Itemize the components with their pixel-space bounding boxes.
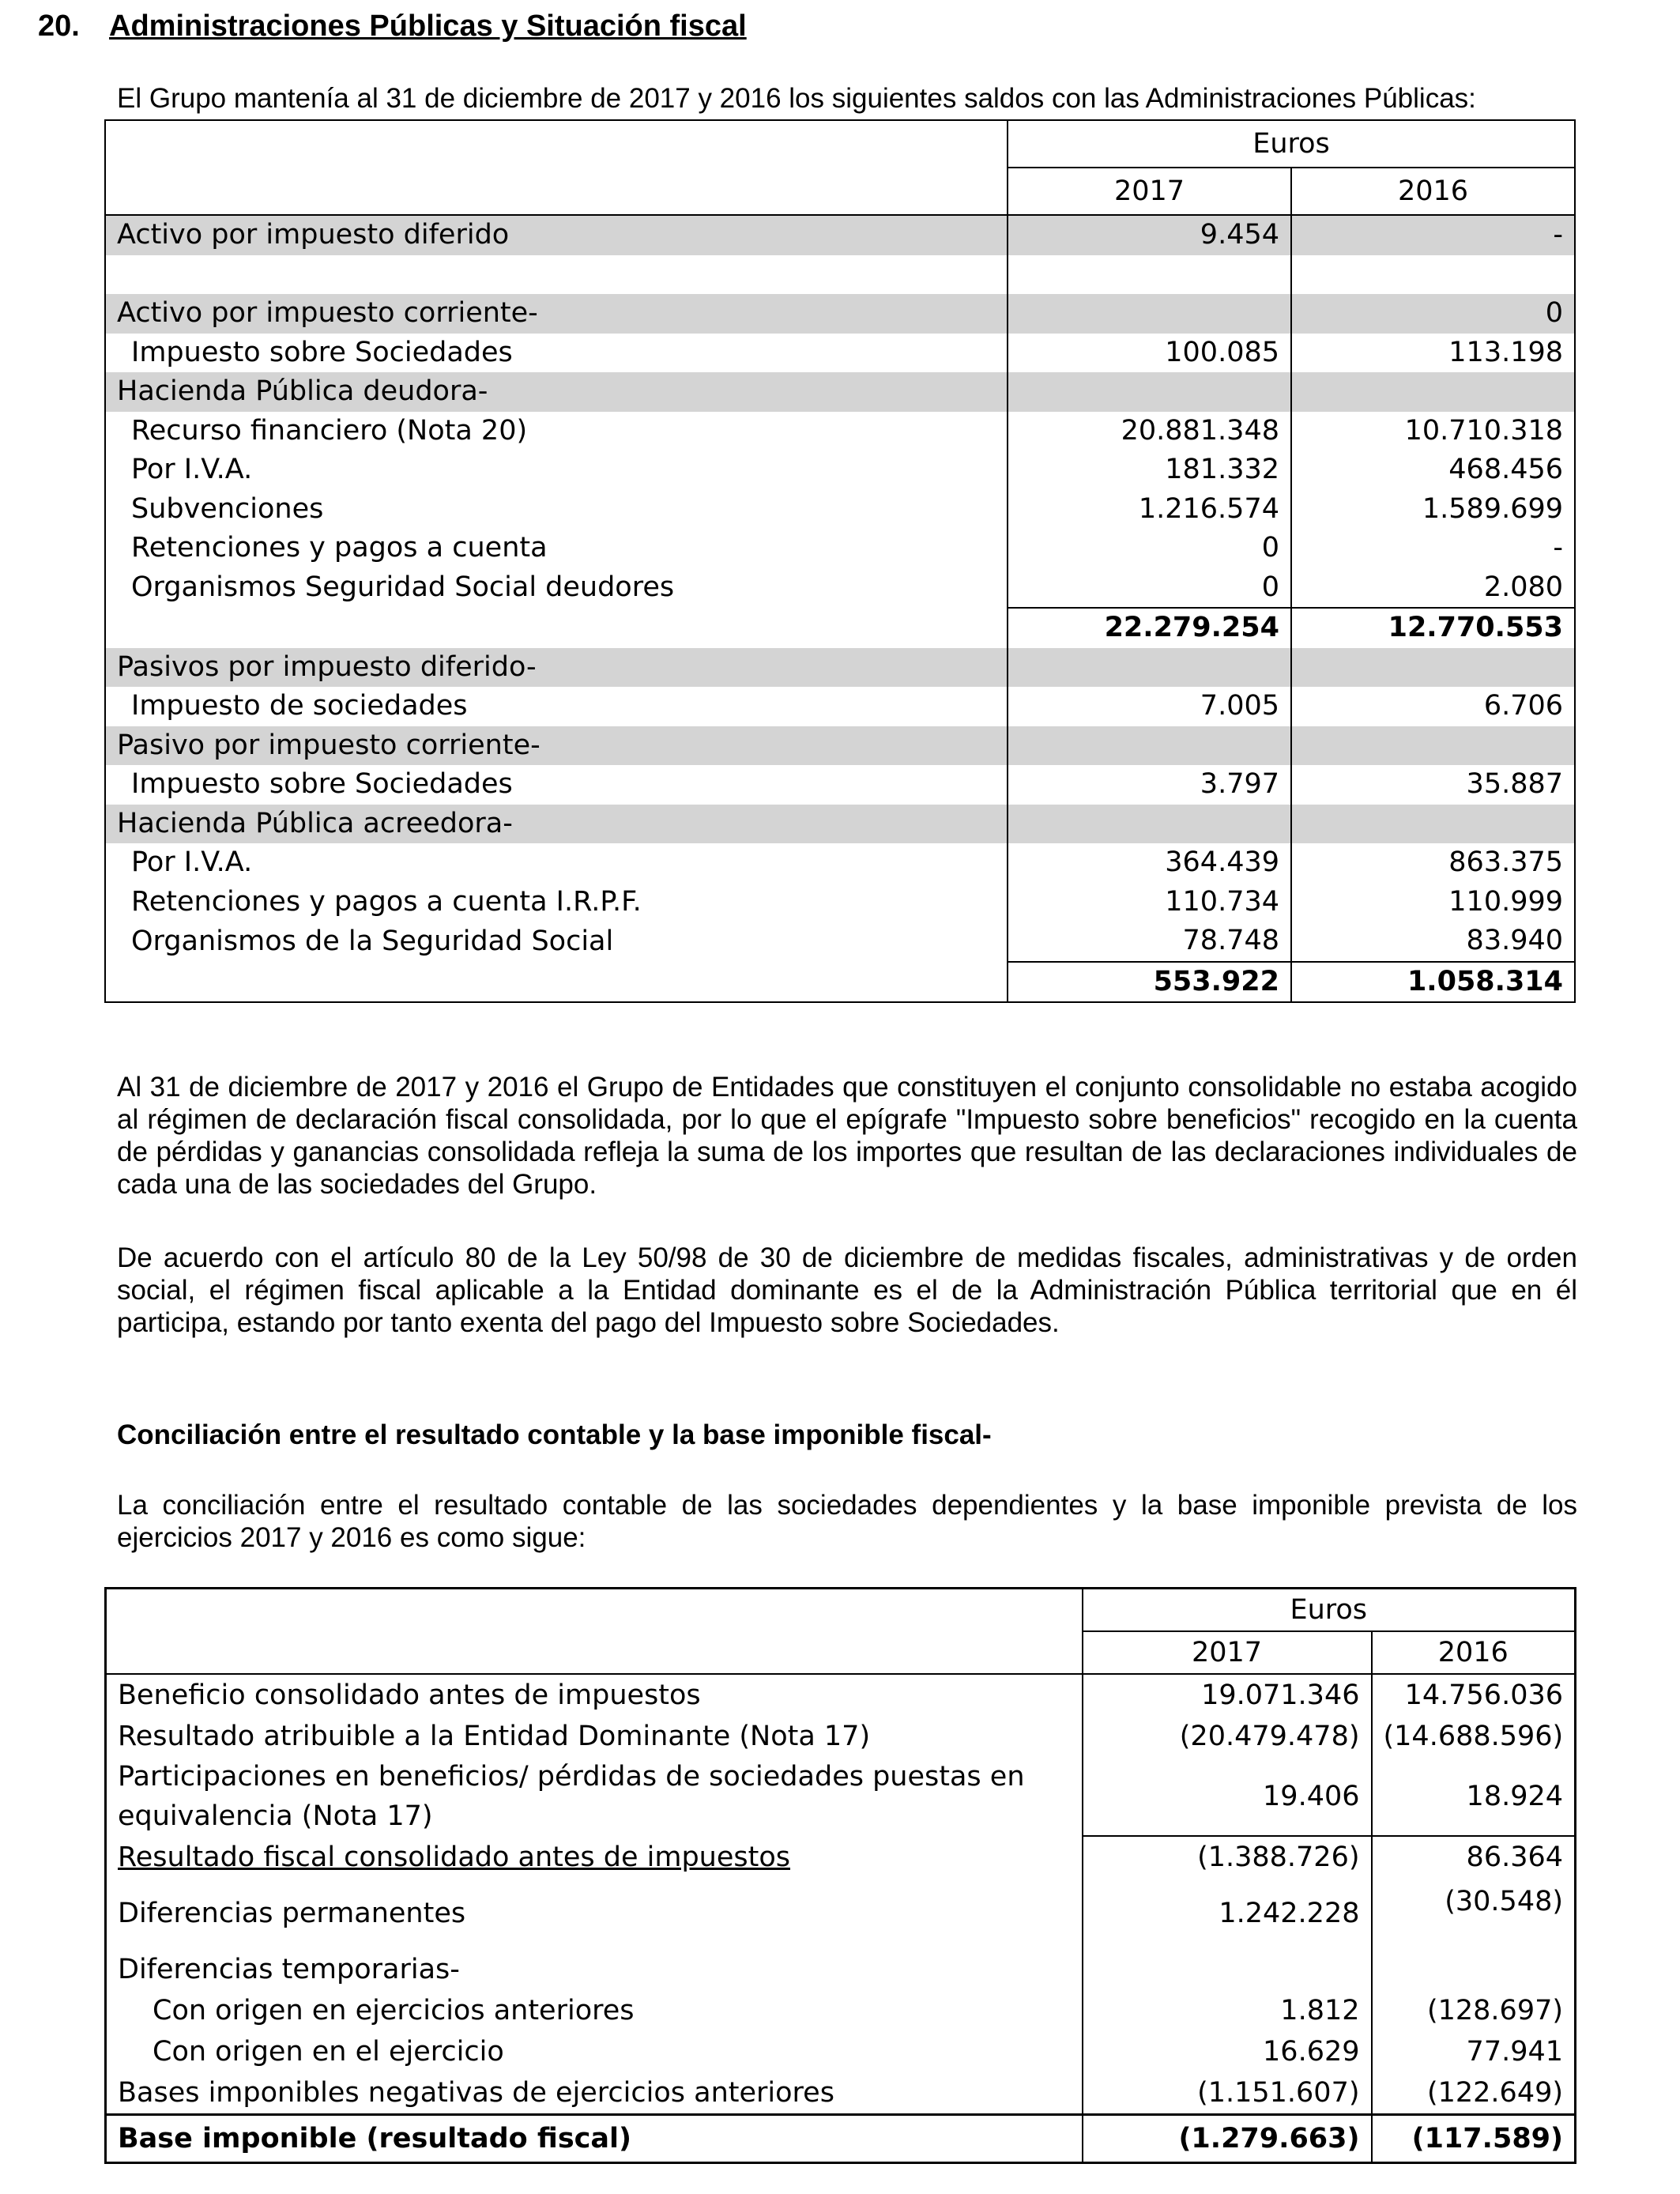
cell-2016: (14.688.596) [1372, 1716, 1576, 1757]
cell-2017: 364.439 [1008, 843, 1291, 883]
cell-2017: 1.812 [1083, 1990, 1372, 2031]
cell-2016: 110.999 [1291, 883, 1575, 922]
row-label: Beneficio consolidado antes de impuestos [118, 1679, 701, 1711]
row-label [105, 962, 1008, 1003]
total-row [105, 608, 1575, 648]
cell-2017: 181.332 [1008, 450, 1291, 490]
total-2016: (117.589) [1372, 2115, 1576, 2163]
table-row [105, 412, 1575, 451]
table-row [105, 765, 1575, 805]
reconciliation-intro: La conciliación entre el resultado contable de las sociedades dependientes y la base imponible prevista de los ejercicios 2017 y 2016 es como sigue: [117, 1490, 1577, 1553]
row-label: Por I.V.A. [131, 454, 253, 485]
row-label [105, 255, 1008, 295]
table-row [105, 255, 1575, 295]
subtotal-row [106, 1836, 1576, 1878]
total-2017: 553.922 [1008, 962, 1291, 1003]
cell-2017 [1008, 372, 1291, 412]
cell-2017: 0 [1008, 568, 1291, 609]
total-2016: 12.770.553 [1291, 608, 1575, 648]
row-label: Hacienda Pública acreedora- [105, 805, 1008, 844]
section-heading [38, 9, 747, 43]
cell-2017: (20.479.478) [1083, 1716, 1372, 1757]
row-label: Participaciones en beneficios/ pérdidas de sociedades puestas en equivalencia (Nota 17) [118, 1761, 1025, 1832]
reconciliation-table [104, 1587, 1576, 2164]
cell-2016: 35.887 [1291, 765, 1575, 805]
row-label: Retenciones y pagos a cuenta [131, 532, 548, 564]
year-header: 2016 [1291, 168, 1575, 215]
cell-2016: - [1291, 215, 1575, 255]
cell-2016: 6.706 [1291, 687, 1575, 726]
row-label: Base imponible (resultado fiscal) [106, 2115, 1083, 2163]
year-header: 2016 [1372, 1631, 1576, 1674]
year-header: 2017 [1008, 168, 1291, 215]
cell-2016: (128.697) [1372, 1990, 1576, 2031]
cell-2017: 20.881.348 [1008, 412, 1291, 451]
table-row [105, 529, 1575, 568]
row-label: Diferencias temporarias- [118, 1954, 460, 1985]
cell-2017 [1008, 805, 1291, 844]
table-header-row [106, 1631, 1576, 1674]
cell-2016: 0 [1291, 294, 1575, 334]
row-label: Subvenciones [131, 492, 324, 525]
table-row [105, 648, 1575, 688]
cell-2016 [1372, 1949, 1576, 1990]
cell-2017 [1083, 1949, 1372, 1990]
cell-2016 [1291, 648, 1575, 688]
cell-2017: 16.629 [1083, 2031, 1372, 2072]
cell-2016: 18.924 [1372, 1757, 1576, 1836]
row-label [105, 608, 1008, 648]
table-row [106, 1990, 1576, 2031]
row-label: Activo por impuesto corriente- [105, 294, 1008, 334]
table-header-row [105, 168, 1575, 215]
cell-2016: (30.548) [1372, 1878, 1576, 1949]
cell-2016: 77.941 [1372, 2031, 1576, 2072]
table-row [105, 490, 1575, 530]
row-label: Impuesto sobre Sociedades [131, 336, 513, 368]
cell-2016: 14.756.036 [1372, 1674, 1576, 1716]
cell-2017 [1008, 255, 1291, 295]
table-row [106, 1949, 1576, 1990]
currency-header: Euros [1083, 1589, 1576, 1632]
cell-2017: 1.242.228 [1083, 1878, 1372, 1949]
cell-2016: 1.589.699 [1291, 490, 1575, 530]
row-label: Con origen en el ejercicio [153, 2036, 504, 2068]
row-label: Pasivos por impuesto diferido- [105, 648, 1008, 688]
table-row [105, 294, 1575, 334]
cell-2016 [1291, 372, 1575, 412]
row-label: Diferencias permanentes [118, 1898, 466, 1929]
cell-2016: 10.710.318 [1291, 412, 1575, 451]
table-header-row [105, 120, 1575, 168]
row-label: Resultado atribuible a la Entidad Dominante (Nota 17) [118, 1721, 871, 1752]
table-row [105, 687, 1575, 726]
row-label: Organismos Seguridad Social deudores [131, 571, 675, 603]
table-row [106, 1878, 1576, 1949]
reconciliation-heading: Conciliación entre el resultado contable y la base imponible fiscal- [117, 1419, 992, 1450]
cell-2016: 86.364 [1372, 1836, 1576, 1878]
row-label: Recurso financiero (Nota 20) [131, 414, 528, 447]
cell-2017: 78.748 [1008, 922, 1291, 962]
cell-2017 [1008, 294, 1291, 334]
table-row [106, 2031, 1576, 2072]
section-number: 20. [38, 9, 80, 43]
paragraph-consolidation: Al 31 de diciembre de 2017 y 2016 el Grupo de Entidades que constituyen el conjunto consolidable no estaba acogido al régimen de declaración fiscal consolidada, por lo que el epígrafe "Impuesto sobre beneficios" recogido en la cuenta de pérdidas y ganancias consolidada refleja la suma de los importes que resultan de las declaraciones individuales de cada una de las sociedades del Grupo. [117, 1072, 1577, 1200]
total-2017: 22.279.254 [1008, 608, 1291, 648]
cell-2017: 19.071.346 [1083, 1674, 1372, 1716]
cell-2017: 3.797 [1008, 765, 1291, 805]
row-label: Activo por impuesto diferido [105, 215, 1008, 255]
table-row [106, 1674, 1576, 1716]
row-label: Impuesto de sociedades [131, 690, 468, 722]
row-label: Retenciones y pagos a cuenta I.R.P.F. [131, 885, 642, 918]
row-label: Resultado fiscal consolidado antes de impuestos [118, 1841, 791, 1873]
table-row [105, 883, 1575, 922]
cell-2017: 110.734 [1008, 883, 1291, 922]
year-header: 2017 [1083, 1631, 1372, 1674]
cell-2017 [1008, 726, 1291, 766]
table-row [105, 843, 1575, 883]
row-label: Hacienda Pública deudora- [105, 372, 1008, 412]
table-header-row [106, 1589, 1576, 1632]
table-row [105, 450, 1575, 490]
table-row [105, 805, 1575, 844]
total-2016: 1.058.314 [1291, 962, 1575, 1003]
cell-2016: (122.649) [1372, 2072, 1576, 2115]
cell-2016: 863.375 [1291, 843, 1575, 883]
row-label: Organismos de la Seguridad Social [131, 925, 614, 957]
table-row [106, 1716, 1576, 1757]
table-row [105, 334, 1575, 373]
total-2017: (1.279.663) [1083, 2115, 1372, 2163]
table-row [105, 372, 1575, 412]
section-title: Administraciones Públicas y Situación fiscal [109, 9, 747, 43]
final-total-row [106, 2115, 1576, 2163]
table-row [106, 1757, 1576, 1836]
row-label: Con origen en ejercicios anteriores [153, 1995, 635, 2026]
cell-2016: 83.940 [1291, 922, 1575, 962]
table-row [105, 922, 1575, 962]
total-row [105, 962, 1575, 1003]
paragraph-legal-regime: De acuerdo con el artículo 80 de la Ley 50/98 de 30 de diciembre de medidas fiscales, administrativas y de orden social, el régimen fiscal aplicable a la Entidad dominante es el de la Administración Pública territorial que en él participa, estando por tanto exenta del pago del Impuesto sobre Sociedades. [117, 1242, 1577, 1338]
cell-2017: 7.005 [1008, 687, 1291, 726]
cell-2017: 1.216.574 [1008, 490, 1291, 530]
cell-2016: 2.080 [1291, 568, 1575, 609]
cell-2017: 100.085 [1008, 334, 1291, 373]
cell-2016: 113.198 [1291, 334, 1575, 373]
cell-2016 [1291, 805, 1575, 844]
table-row [106, 2072, 1576, 2115]
row-label: Impuesto sobre Sociedades [131, 768, 513, 800]
cell-2016 [1291, 255, 1575, 295]
intro-paragraph: El Grupo mantenía al 31 de diciembre de 2017 y 2016 los siguientes saldos con las Administraciones Públicas: [117, 83, 1476, 114]
table-row [105, 726, 1575, 766]
row-label: Por I.V.A. [131, 846, 253, 878]
cell-2017: (1.151.607) [1083, 2072, 1372, 2115]
cell-2016 [1291, 726, 1575, 766]
cell-2017: (1.388.726) [1083, 1836, 1372, 1878]
table-row [105, 215, 1575, 255]
row-label: Pasivo por impuesto corriente- [105, 726, 1008, 766]
table-row [105, 568, 1575, 609]
balances-table [104, 119, 1576, 1003]
cell-2016: 468.456 [1291, 450, 1575, 490]
row-label: Bases imponibles negativas de ejercicios anteriores [118, 2077, 834, 2109]
cell-2017 [1008, 648, 1291, 688]
cell-2017: 0 [1008, 529, 1291, 568]
cell-2016: - [1291, 529, 1575, 568]
cell-2017: 9.454 [1008, 215, 1291, 255]
cell-2017: 19.406 [1083, 1757, 1372, 1836]
currency-header: Euros [1008, 120, 1575, 168]
